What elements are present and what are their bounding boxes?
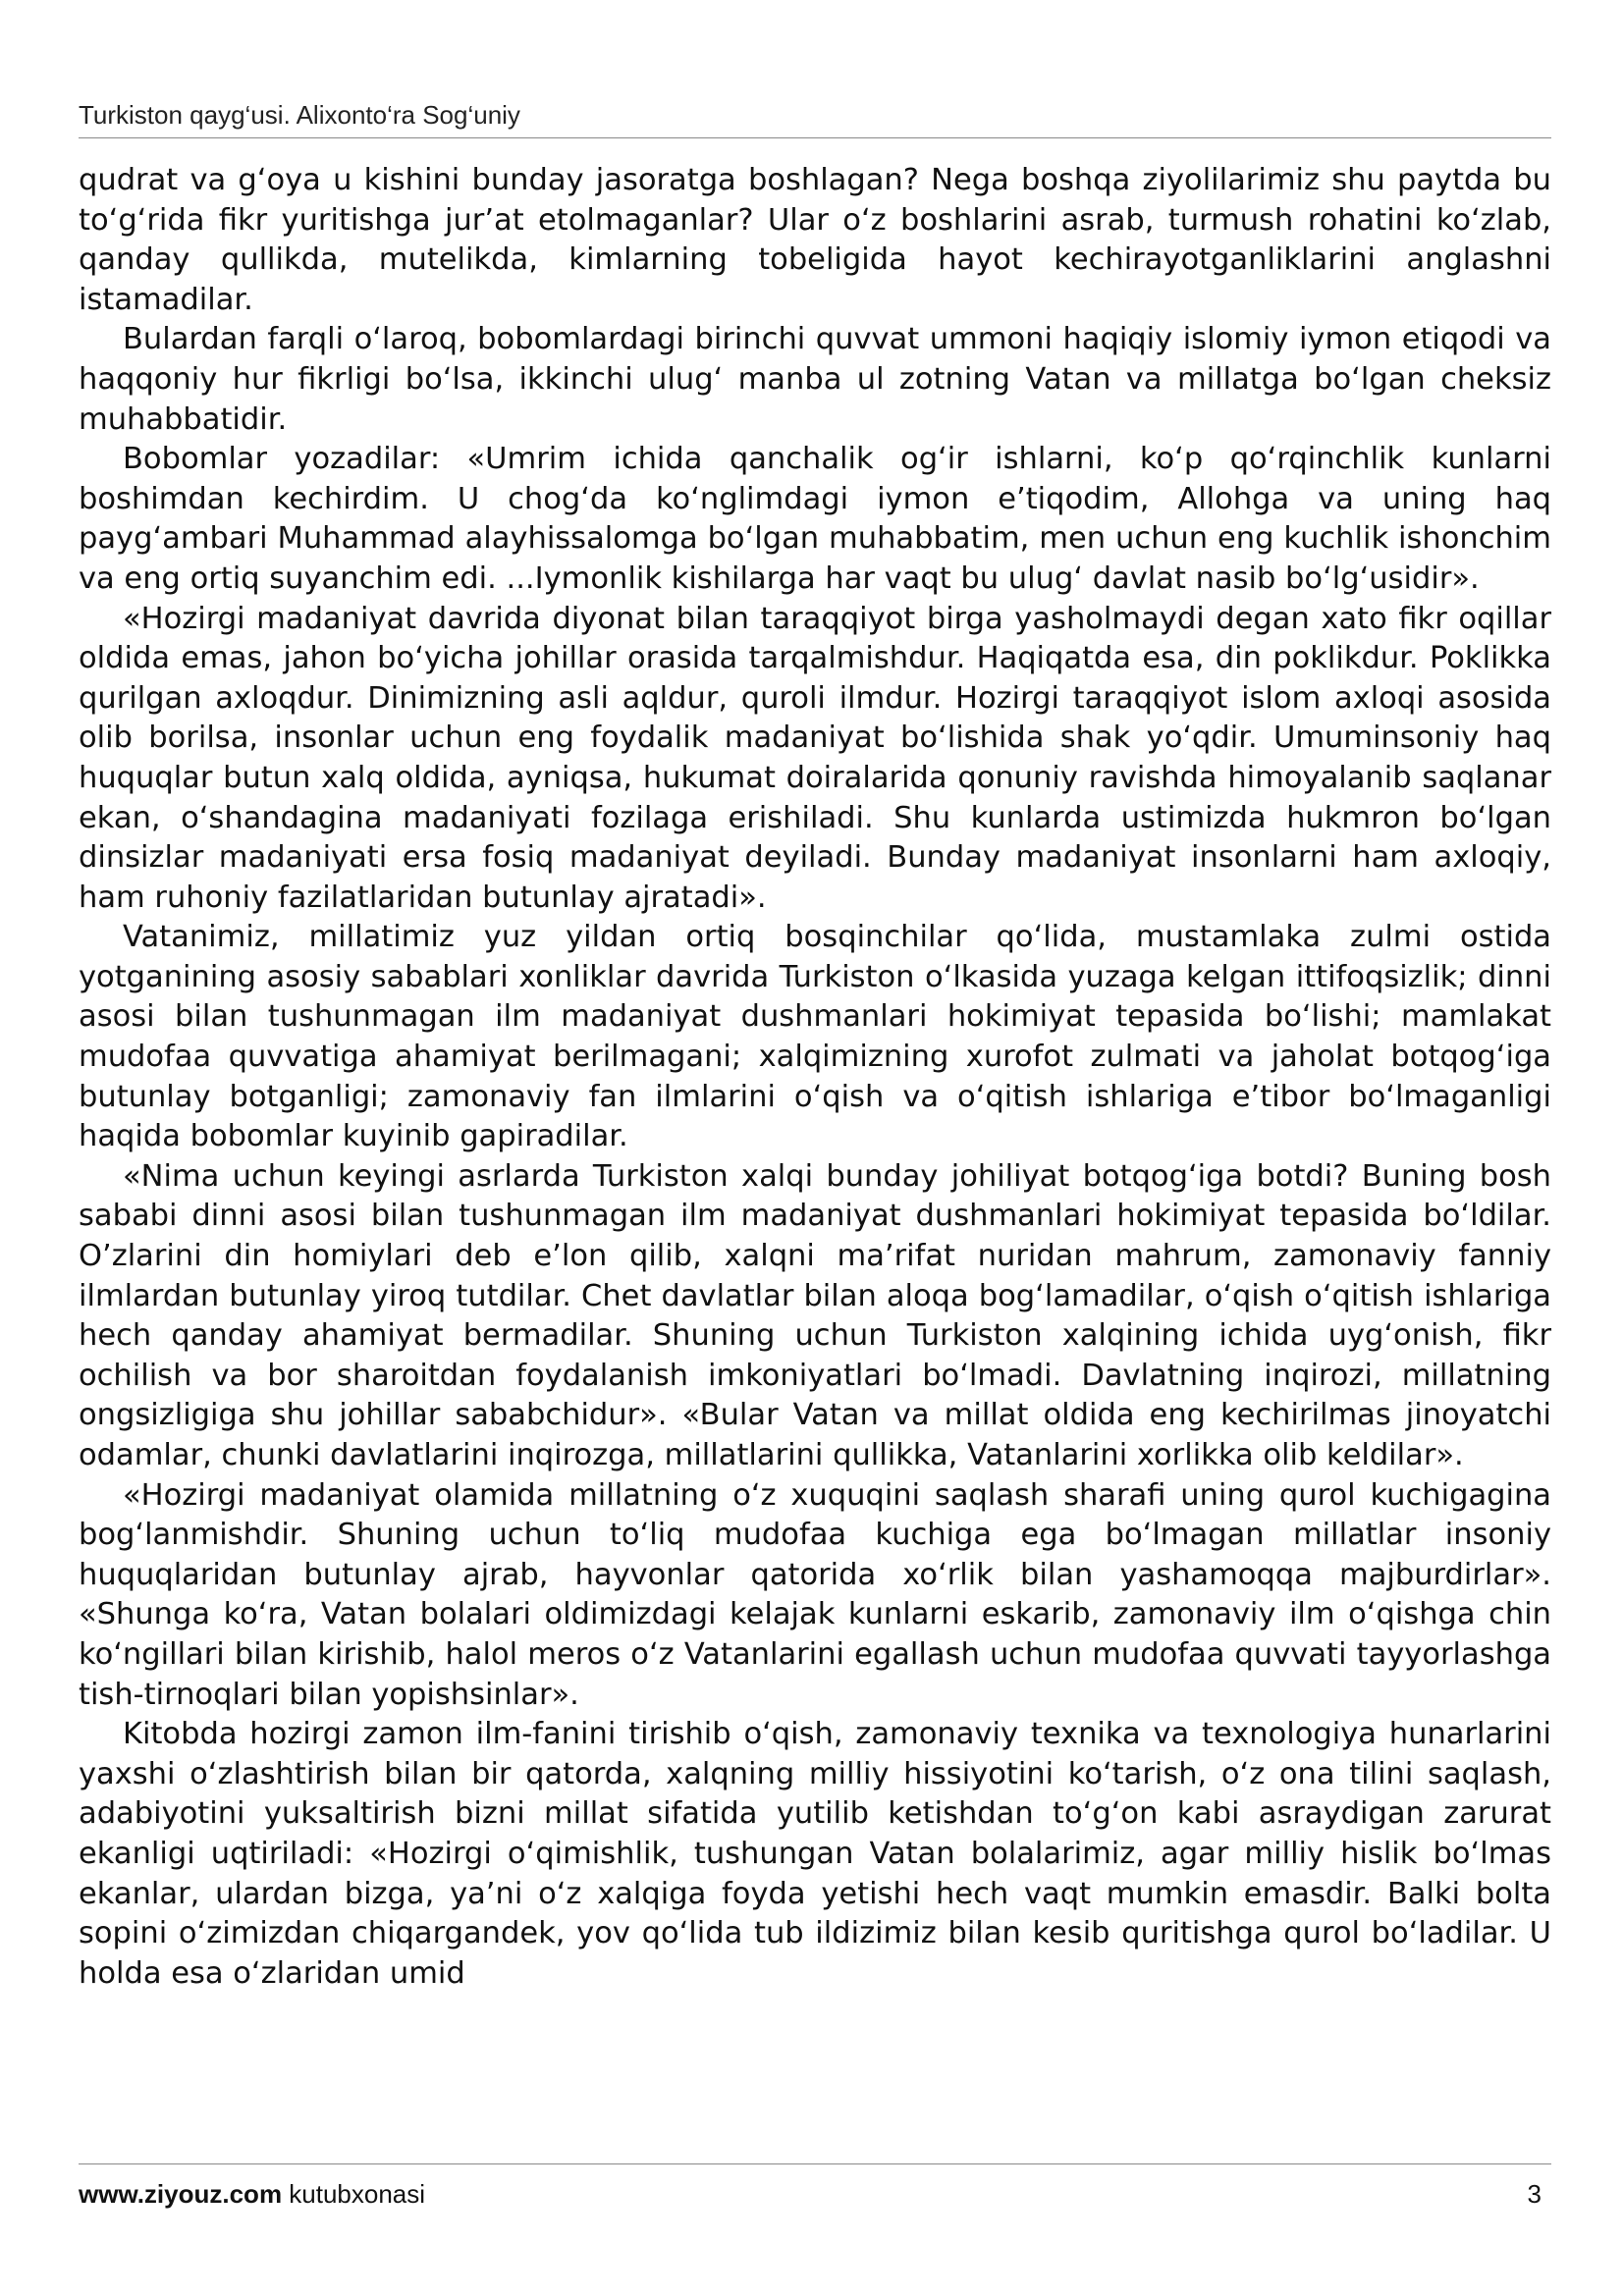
page-number: 3 — [1527, 2179, 1542, 2209]
paragraph-4: «Hozirgi madaniyat davrida diyonat bilan taraqqiyot birga yasholmaydi degan xato fikr oqillar oldida emas, jahon bo‘yicha johillar orasida tarqalmishdur. Haqiqatda esa, din poklikdur. Poklikka qurilgan axloqdur. Dinimizning asli aqldur, quroli ilmdur. Hozirgi taraqqiyot islom axloqi asosida olib borilsa, insonlar uchun eng foydalik madaniyat bo‘lishida shak yo‘qdir. Umuminsoniy haq huquqlar butun xalq oldida, ayniqsa, hukumat doiralarida qonuniy ravishda himoyalanib saqlanar ekan, o‘shandagina madaniyati fozilaga erishiladi. Shu kunlarda ustimizda hukmron bo‘lgan dinsizlar madaniyati ersa fosiq madaniyat deyiladi. Bunday madaniyat insonlarni ham axloqiy, ham ruhoniy fazilatlaridan butunlay ajratadi». — [79, 601, 1551, 915]
paragraph-7: «Hozirgi madaniyat olamida millatning o‘z xuquqini saqlash sharafi uning qurol kuchigagina bog‘lanmishdir. Shuning uchun to‘liq mudofaa kuchiga ega bo‘lmagan millatlar insoniy huquqlaridan butunlay ajrab, hayvonlar qatorida xo‘rlik bilan yashamoqqa majburdirlar». «Shunga ko‘ra, Vatan bolalari oldimizdagi kelajak kunlarni eskarib, zamonaviy ilm o‘qishga chin ko‘ngillari bilan kirishib, halol meros o‘z Vatanlarini egallash uchun mudofaa quvvati tayyorlashga tish-tirnoqlari bilan yopishsinlar». — [79, 1477, 1551, 1712]
paragraph-8: Kitobda hozirgi zamon ilm-fanini tirishib o‘qish, zamonaviy texnika va texnologiya hunarlarini yaxshi o‘zlashtirish bilan bir qatorda, xalqning milliy hissiyotini ko‘tarish, o‘z ona tilini saqlash, adabiyotini yuksaltirish bizni millat sifatida yutilib ketishdan to‘g‘on kabi asraydigan zarurat ekanligi uqtiriladi: «Hozirgi o‘qimishlik, tushungan Vatan bolalarimiz, agar milliy hislik bo‘lmas ekanlar, ulardan bizga, ya’ni o‘z xalqiga foyda yetishi hech vaqt mumkin emasdir. Balki bolta sopini o‘zimizdan chiqargandek, yov qo‘lida tub ildizimiz bilan kesib quritishga qurol bo‘ladilar. U holda esa o‘zlaridan umid — [79, 1717, 1551, 1991]
page-footer — [79, 2177, 1551, 2211]
header-divider — [79, 137, 1551, 138]
footer-divider — [79, 2163, 1551, 2164]
footer-site-suffix: kutubxonasi — [282, 2179, 426, 2209]
paragraph-1: qudrat va g‘oya u kishini bunday jasoratga boshlagan? Nega boshqa ziyolilarimiz shu paytda bu to‘g‘rida fikr yuritishga jur’at etolmaganlar? Ular o‘z boshlarini asrab, turmush rohatini ko‘zlab, qanday qullikda, mutelikda, kimlarning tobeligida hayot kechirayotganliklarini anglashni istamadilar. — [79, 163, 1551, 317]
document-body — [79, 161, 1551, 1994]
paragraph-6: «Nima uchun keyingi asrlarda Turkiston xalqi bunday johiliyat botqog‘iga botdi? Buning bosh sababi dinni asosi bilan tushunmagan ilm madaniyat dushmanlari hokimiyat tepasida bo‘ldilar. O’zlarini din homiylari deb e’lon qilib, xalqni ma’rifat nuridan mahrum, zamonaviy fanniy ilmlardan butunlay yiroq tutdilar. Chet davlatlar bilan aloqa bog‘lamadilar, o‘qish o‘qitish ishlariga hech qanday ahamiyat bermadilar. Shuning uchun Turkiston xalqining ichida uyg‘onish, fikr ochilish va bor sharoitdan foydalanish imkoniyatlari bo‘lmadi. Davlatning inqirozi, millatning ongsizligiga shu johillar sababchidur». «Bular Vatan va millat oldida eng kechirilmas jinoyatchi odamlar, chunki davlatlarini inqirozga, millatlarini qullikka, Vatanlarini xorlikka olib keldilar». — [79, 1158, 1551, 1472]
paragraph-3: Bobomlar yozadilar: «Umrim ichida qanchalik og‘ir ishlarni, ko‘p qo‘rqinchlik kunlarni boshimdan kechirdim. U chog‘da ko‘nglimdagi iymon e’tiqodim, Allohga va uning haq payg‘ambari Muhammad alayhissalomga bo‘lgan muhabbatim, men uchun eng kuchlik ishonchim va eng ortiq suyanchim edi. ...Iymonlik kishilarga har vaqt bu ulug‘ davlat nasib bo‘lg‘usidir». — [79, 442, 1551, 596]
footer-site-link[interactable]: www.ziyouz.com — [79, 2179, 283, 2209]
paragraph-5: Vatanimiz, millatimiz yuz yildan ortiq bosqinchilar qo‘lida, mustamlaka zulmi ostida yotganining asosiy sabablari xonliklar davrida Turkiston o‘lkasida yuzaga kelgan ittifoqsizlik; dinni asosi bilan tushunmagan ilm madaniyat dushmanlari hokimiyat tepasida bo‘lishi; mamlakat mudofaa quvvatiga ahamiyat berilmagani; xalqimizning xurofot zulmati va jaholat botqog‘iga butunlay botganligi; zamonaviy fan ilmlarini o‘qish va o‘qitish ishlariga e’tibor bo‘lmaganligi haqida bobomlar kuyinib gapiradilar. — [79, 920, 1551, 1154]
paragraph-2: Bulardan farqli o‘laroq, bobomlardagi birinchi quvvat ummoni haqiqiy islomiy iymon etiqodi va haqqoniy hur fikrligi bo‘lsa, ikkinchi ulug‘ manba ul zotning Vatan va millatga bo‘lgan cheksiz muhabbatidir. — [79, 322, 1551, 437]
running-header: Turkiston qayg‘usi. Alixonto‘ra Sog‘uniy — [79, 100, 520, 130]
